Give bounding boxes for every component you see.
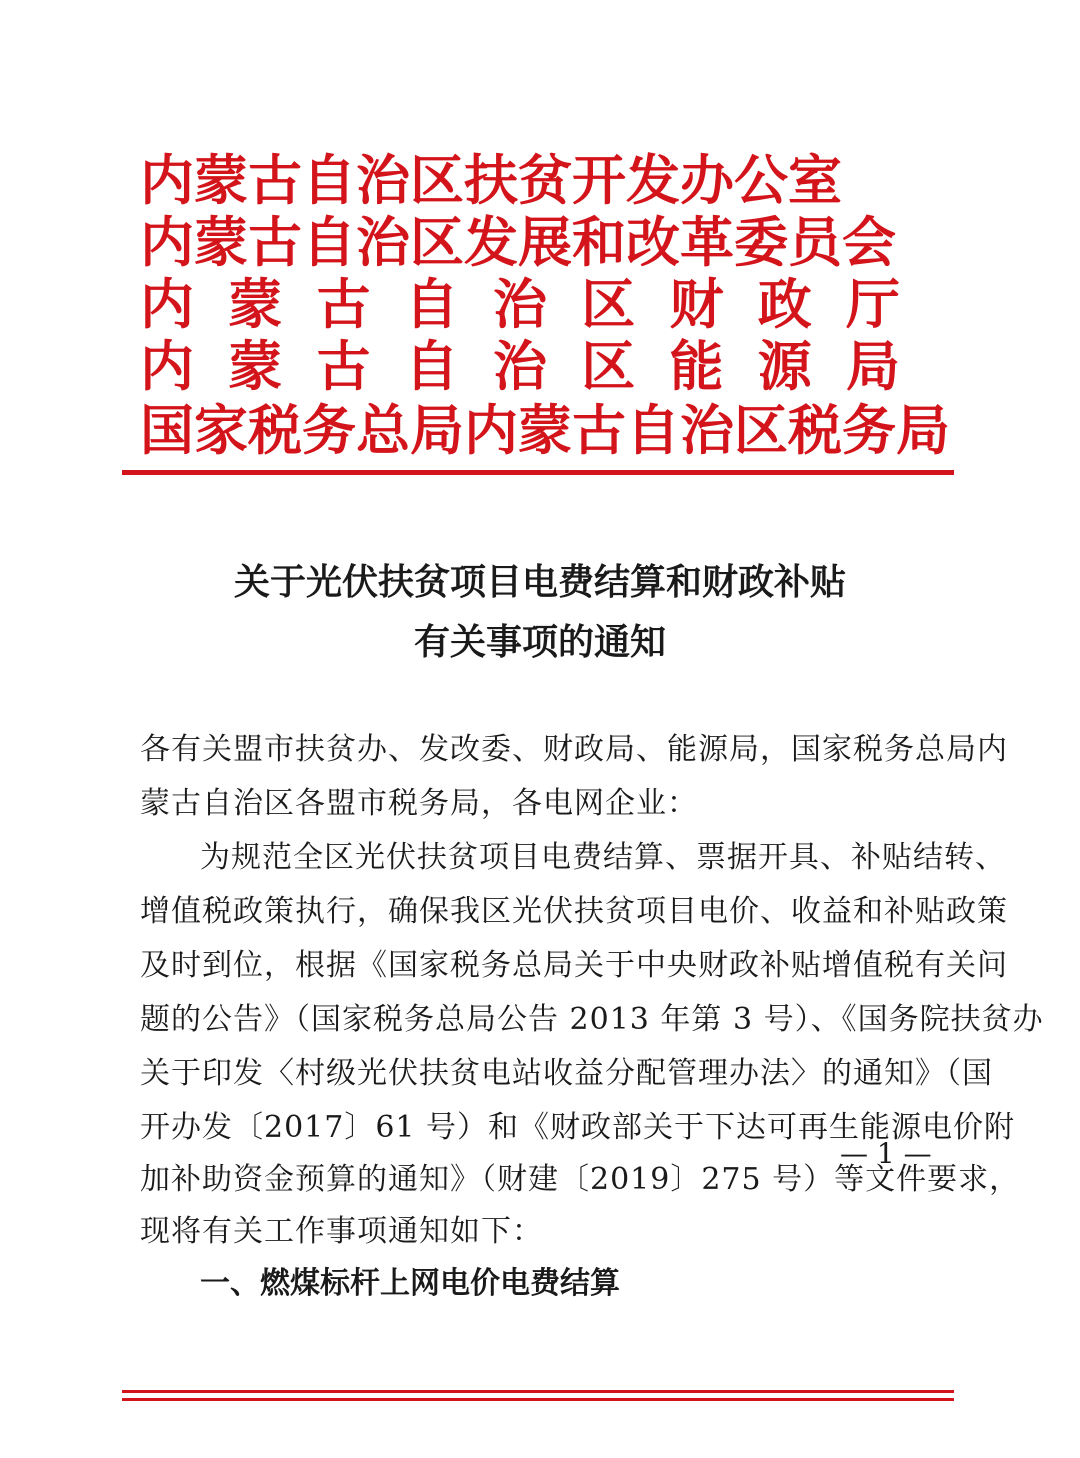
issuer-line-4-char: 治 [493,334,547,398]
document-title-line-1: 关于光伏扶贫项目电费结算和财政补贴 [233,561,846,603]
issuer-line-1: 内蒙古自治区扶贫开发办公室 [140,148,842,212]
issuer-line-3-char: 政 [757,272,812,336]
issuer-line-3-char: 自 [404,272,459,336]
body-line: 各有关盟市扶贫办、发改委、财政局、能源局，国家税务总局内 [140,732,1008,767]
issuer-line-3 [140,272,900,336]
issuer-line-3-char: 区 [581,272,636,336]
issuer-line-5: 国家税务总局内蒙古自治区税务局 [140,398,950,462]
body-line: 现将有关工作事项通知如下： [140,1214,543,1249]
issuer-line-4-char: 自 [404,334,459,398]
issuer-line-3-char: 厅 [846,272,900,336]
issuer-line-4-char: 内 [140,334,194,398]
document-title-line-2: 有关事项的通知 [413,621,666,663]
body-line: 题的公告》（国家税务总局公告 2013 年第 3 号）、《国务院扶贫办 [140,1002,1044,1037]
body-line: 及时到位，根据《国家税务总局关于中央财政补贴增值税有关问 [140,948,1008,983]
issuer-line-4-char: 局 [846,334,900,398]
issuer-line-4-char: 古 [316,334,371,398]
issuer-line-3-char: 古 [316,272,371,336]
issuer-line-3-char: 蒙 [228,272,283,336]
issuer-line-3-char: 治 [493,272,547,336]
issuer-line-2: 内蒙古自治区发展和改革委员会 [140,210,896,274]
footer-red-rule-bottom [122,1398,954,1401]
footer-red-rule-top [122,1390,954,1393]
body-line: 关于印发〈村级光伏扶贫电站收益分配管理办法〉的通知》（国 [140,1056,993,1091]
body-line: 为规范全区光伏扶贫项目电费结算、票据开具、补贴结转、 [200,840,1006,875]
page-number: — 1 — [840,1137,932,1170]
header-red-rule [122,470,954,475]
section-heading: 一、燃煤标杆上网电价电费结算 [200,1266,620,1301]
issuer-line-4-char: 区 [581,334,636,398]
body-line: 开办发〔2017〕61 号）和《财政部关于下达可再生能源电价附 [140,1110,1016,1145]
body-line: 增值税政策执行，确保我区光伏扶贫项目电价、收益和补贴政策 [140,894,1008,929]
issuer-line-4 [140,334,900,398]
issuer-line-4-char: 能 [669,334,724,398]
body-line: 蒙古自治区各盟市税务局，各电网企业： [140,786,698,821]
body-line: 加补助资金预算的通知》（财建〔2019〕275 号）等文件要求， [140,1162,1021,1197]
issuer-line-4-char: 源 [757,334,812,398]
issuer-line-3-char: 财 [669,272,724,336]
issuer-line-3-char: 内 [140,272,194,336]
issuer-line-4-char: 蒙 [228,334,283,398]
